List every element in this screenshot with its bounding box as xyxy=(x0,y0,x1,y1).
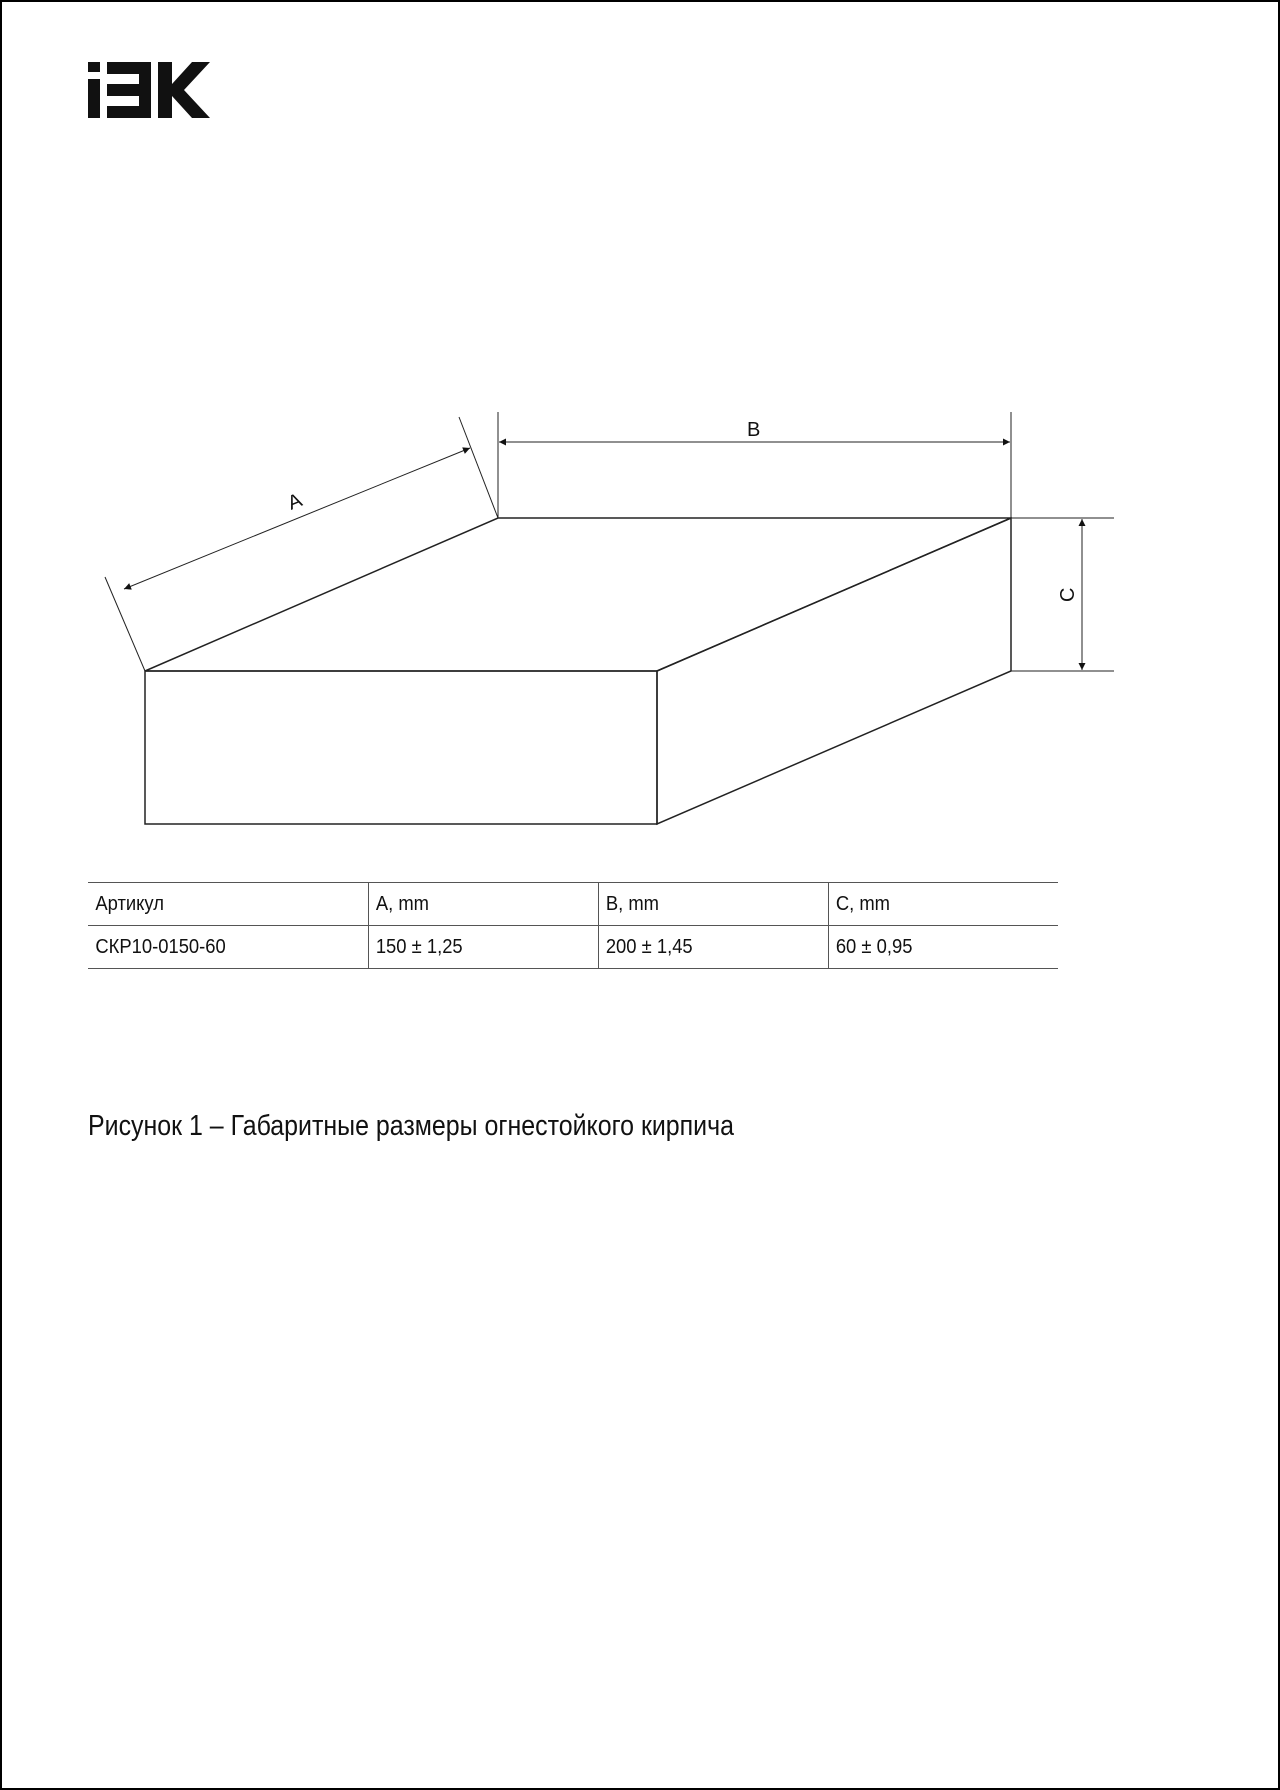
table-row xyxy=(88,926,1058,969)
cell-b: 200 ± 1,45 xyxy=(598,926,810,969)
header-a: A, mm xyxy=(368,883,580,926)
brick-drawing xyxy=(2,2,1280,902)
brick-top-face xyxy=(145,518,1011,671)
header-article: Артикул xyxy=(88,883,346,926)
header-c: C, mm xyxy=(828,883,1040,926)
cell-article: СКР10-0150-60 xyxy=(88,926,346,969)
dimensions-table xyxy=(88,882,1058,969)
header-b: B, mm xyxy=(598,883,810,926)
brick-side-face xyxy=(657,518,1011,824)
brick-outline xyxy=(145,518,1011,824)
dimension-line-a xyxy=(124,448,470,589)
dimension-label-a: A xyxy=(284,489,306,515)
cell-c: 60 ± 0,95 xyxy=(828,926,1040,969)
table-header-row xyxy=(88,883,1058,926)
figure-caption: Рисунок 1 – Габаритные размеры огнестойкого кирпича xyxy=(88,1110,734,1142)
dimension-label-b: B xyxy=(747,419,761,441)
dimension-label-c: C xyxy=(1057,587,1079,602)
brick-front-face xyxy=(145,671,657,824)
extension-line-a-right xyxy=(459,417,498,518)
extension-line-a-left xyxy=(105,577,145,671)
cell-a: 150 ± 1,25 xyxy=(368,926,580,969)
